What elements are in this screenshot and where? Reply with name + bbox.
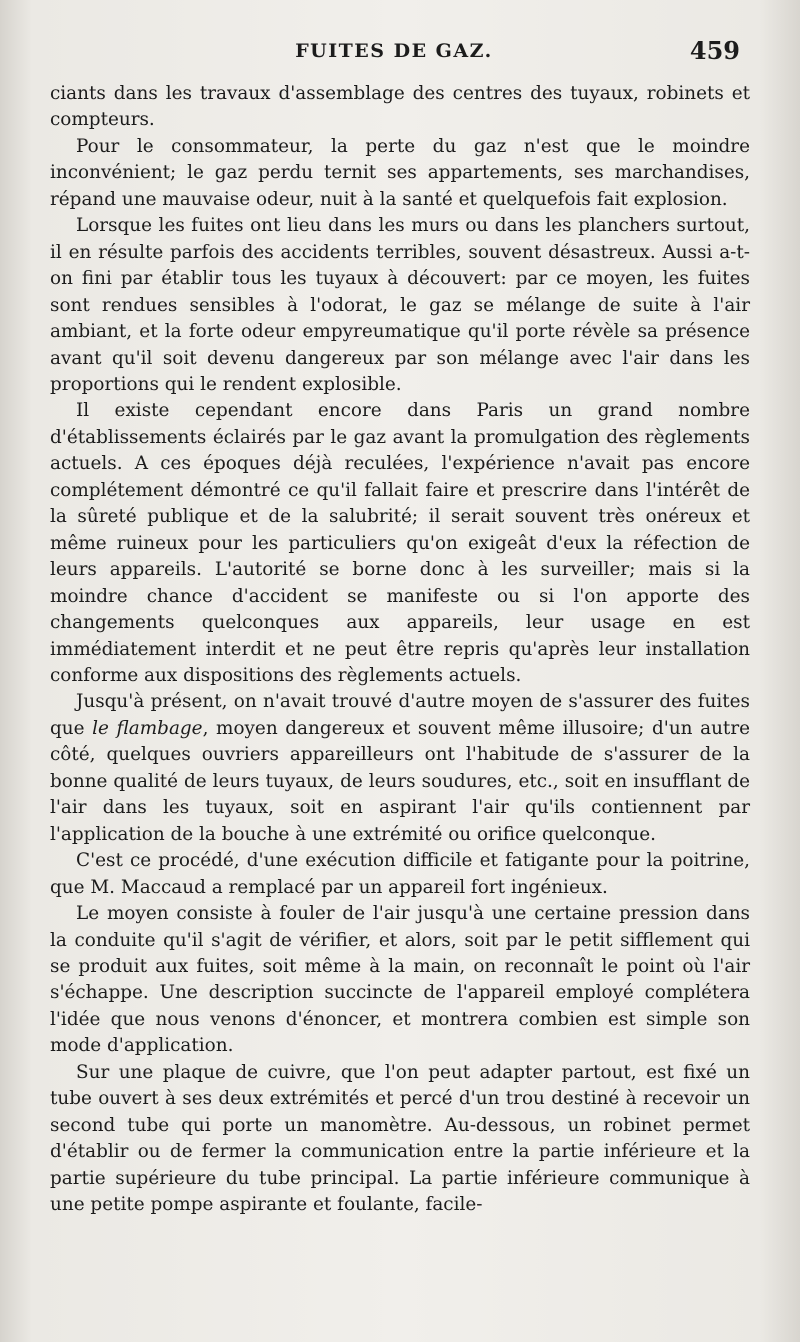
paragraph [50, 689, 750, 848]
italic-term: le flambage [92, 717, 203, 739]
paragraph-continuation: ciants dans les travaux d'assemblage des centres des tuyaux, robinets et compteurs. [50, 83, 750, 131]
paragraph: Pour le consommateur, la perte du gaz n'est que le moindre inconvénient; le gaz perdu ternit ses appartements, ses marchandises, répand une mauvaise odeur, nuit à la santé et quelquefois fait explosion. [50, 135, 750, 210]
page-header [48, 36, 740, 74]
paragraph-text: Jusqu'à présent, on n'avait trouvé d'autre moyen de s'assurer des fuites que [50, 691, 750, 739]
paragraph: Lorsque les fuites ont lieu dans les murs ou dans les planchers surtout, il en résulte parfois des accidents terribles, souvent désastreux. Aussi a-t-on fini par établir tous les tuyaux à découvert: par ce moyen, les fuites sont rendues sensibles à l'odorat, le gaz se mélange de suite à l'air ambiant, et la forte odeur empyreumatique qu'il porte révèle sa présence avant qu'il soit devenu dangereux par son mélange avec l'air dans les proportions qui le rendent explosible. [50, 215, 750, 395]
paragraph: Il existe cependant encore dans Paris un grand nombre d'établissements éclairés par le gaz avant la promulgation des règlements actuels. A ces époques déjà reculées, l'expérience n'avait pas encore complétement démontré ce qu'il fallait faire et prescrire dans l'intérêt de la sûreté publique et de la salubrité; il serait souvent très onéreux et même ruineux pour les particuliers qu'on exigeât d'eux la réfection de leurs appareils. L'autorité se borne donc à les surveiller; mais si la moindre chance d'accident se manifeste ou si l'on apporte des changements quelconques aux appareils, leur usage en est immédiatement interdit et ne peut être repris qu'après leur installation conforme aux dispositions des règlements actuels. [50, 400, 750, 686]
body-text [50, 81, 750, 1218]
paragraph: Sur une plaque de cuivre, que l'on peut adapter partout, est fixé un tube ouvert à ses deux extrémités et percé d'un trou destiné à recevoir un second tube qui porte un manomètre. Au-dessous, un robinet permet d'établir ou de fermer la communication entre la partie inférieure et la partie supérieure du tube principal. La partie inférieure communique à une petite pompe aspirante et foulante, facile- [50, 1061, 750, 1216]
paragraph-text: , moyen dangereux et souvent même illusoire; d'un autre côté, quelques ouvriers appareilleurs ont l'habitude de s'assurer de la bonne qualité de leurs tuyaux, de leurs soudures, etc., soit en insufflant de l'air dans les tuyaux, soit en aspirant l'air qu'ils contiennent par l'application de la bouche à une extrémité ou orifice quelconque. [50, 717, 750, 845]
paragraph: C'est ce procédé, d'une exécution difficile et fatigante pour la poitrine, que M. Maccaud a remplacé par un appareil fort ingénieux. [50, 850, 750, 898]
running-title: FUITES DE GAZ. [295, 40, 493, 62]
page-number: 459 [689, 36, 740, 65]
paragraph: Le moyen consiste à fouler de l'air jusqu'à une certaine pression dans la conduite qu'il s'agit de vérifier, et alors, soit par le petit sifflement qui se produit aux fuites, soit même à la main, on reconnaît le point où l'air s'échappe. Une description succincte de l'appareil employé complétera l'idée que nous venons d'énoncer, et montrera combien est simple son mode d'application. [50, 903, 750, 1057]
